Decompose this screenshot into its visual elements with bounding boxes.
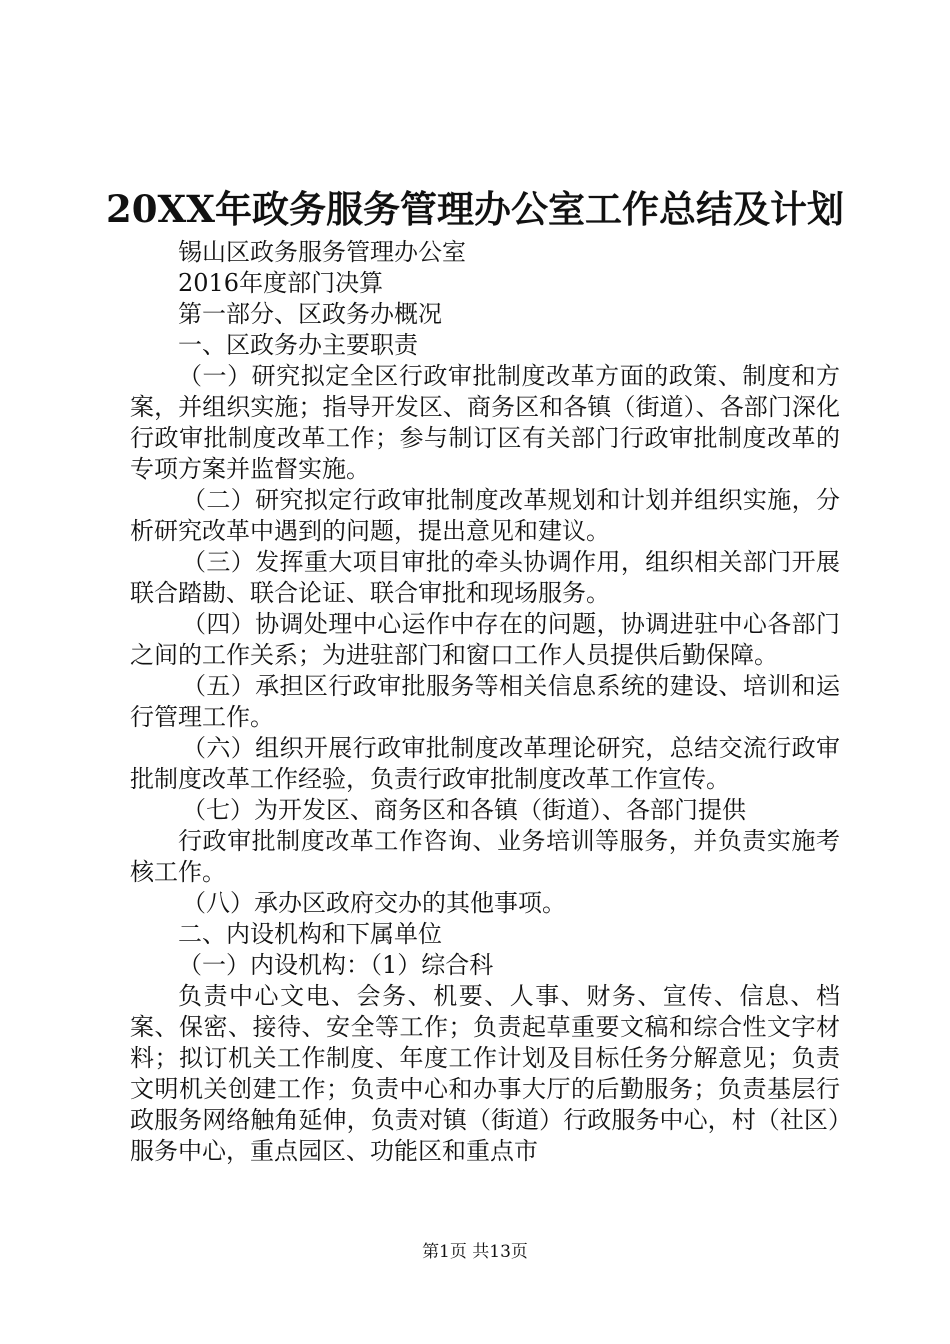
paragraph-duties-heading: 一、区政务办主要职责 [178,331,418,359]
paragraph-duty-7-continued: 行政审批制度改革工作咨询、业务培训等服务，并负责实施考核工作。 [130,827,840,886]
paragraph-duty-6: （六）组织开展行政审批制度改革理论研究，总结交流行政审批制度改革工作经验，负责行政审批制度改革工作宣传。 [130,734,840,793]
paragraph-budget-year: 2016年度部门决算 [178,269,384,297]
paragraph-duty-5: （五）承担区行政审批服务等相关信息系统的建设、培训和运行管理工作。 [130,672,840,731]
paragraph-duty-2: （二）研究拟定行政审批制度改革规划和计划并组织实施，分析研究改革中遇到的问题，提出意见和建议。 [130,486,840,545]
paragraph-internal-units: （一）内设机构：（1）综合科 [178,951,494,979]
document-body [130,237,840,1167]
paragraph-duty-7: （七）为开发区、商务区和各镇（街道）、各部门提供 [182,796,746,824]
paragraph-duty-4: （四）协调处理中心运作中存在的问题，协调进驻中心各部门之间的工作关系；为进驻部门和窗口工作人员提供后勤保障。 [130,610,840,669]
page-number-footer: 第1页 共13页 [422,1242,528,1262]
paragraph-general-office-duties: 负责中心文电、会务、机要、人事、财务、宣传、信息、档案、保密、接待、安全等工作；负责起草重要文稿和综合性文字材料；拟订机关工作制度、年度工作计划及目标任务分解意见；负责文明机关创建工作；负责中心和办事大厅的后勤服务；负责基层行政服务网络触角延伸，负责对镇（街道）行政服务中心，村（社区）服务中心，重点园区、功能区和重点市 [130,982,840,1165]
paragraph-part-one-heading: 第一部分、区政务办概况 [178,300,442,328]
paragraph-duty-1: （一）研究拟定全区行政审批制度改革方面的政策、制度和方案，并组织实施；指导开发区、商务区和各镇（街道）、各部门深化行政审批制度改革工作；参与制订区有关部门行政审批制度改革的专项方案并监督实施。 [130,362,840,483]
paragraph-duty-3: （三）发挥重大项目审批的牵头协调作用，组织相关部门开展联合踏勘、联合论证、联合审批和现场服务。 [130,548,840,607]
paragraph-org-name: 锡山区政务服务管理办公室 [178,238,466,266]
document-title: 20XX年政务服务管理办公室工作总结及计划 [106,187,844,231]
paragraph-duty-8: （八）承办区政府交办的其他事项。 [182,889,566,917]
paragraph-structure-heading: 二、内设机构和下属单位 [178,920,442,948]
